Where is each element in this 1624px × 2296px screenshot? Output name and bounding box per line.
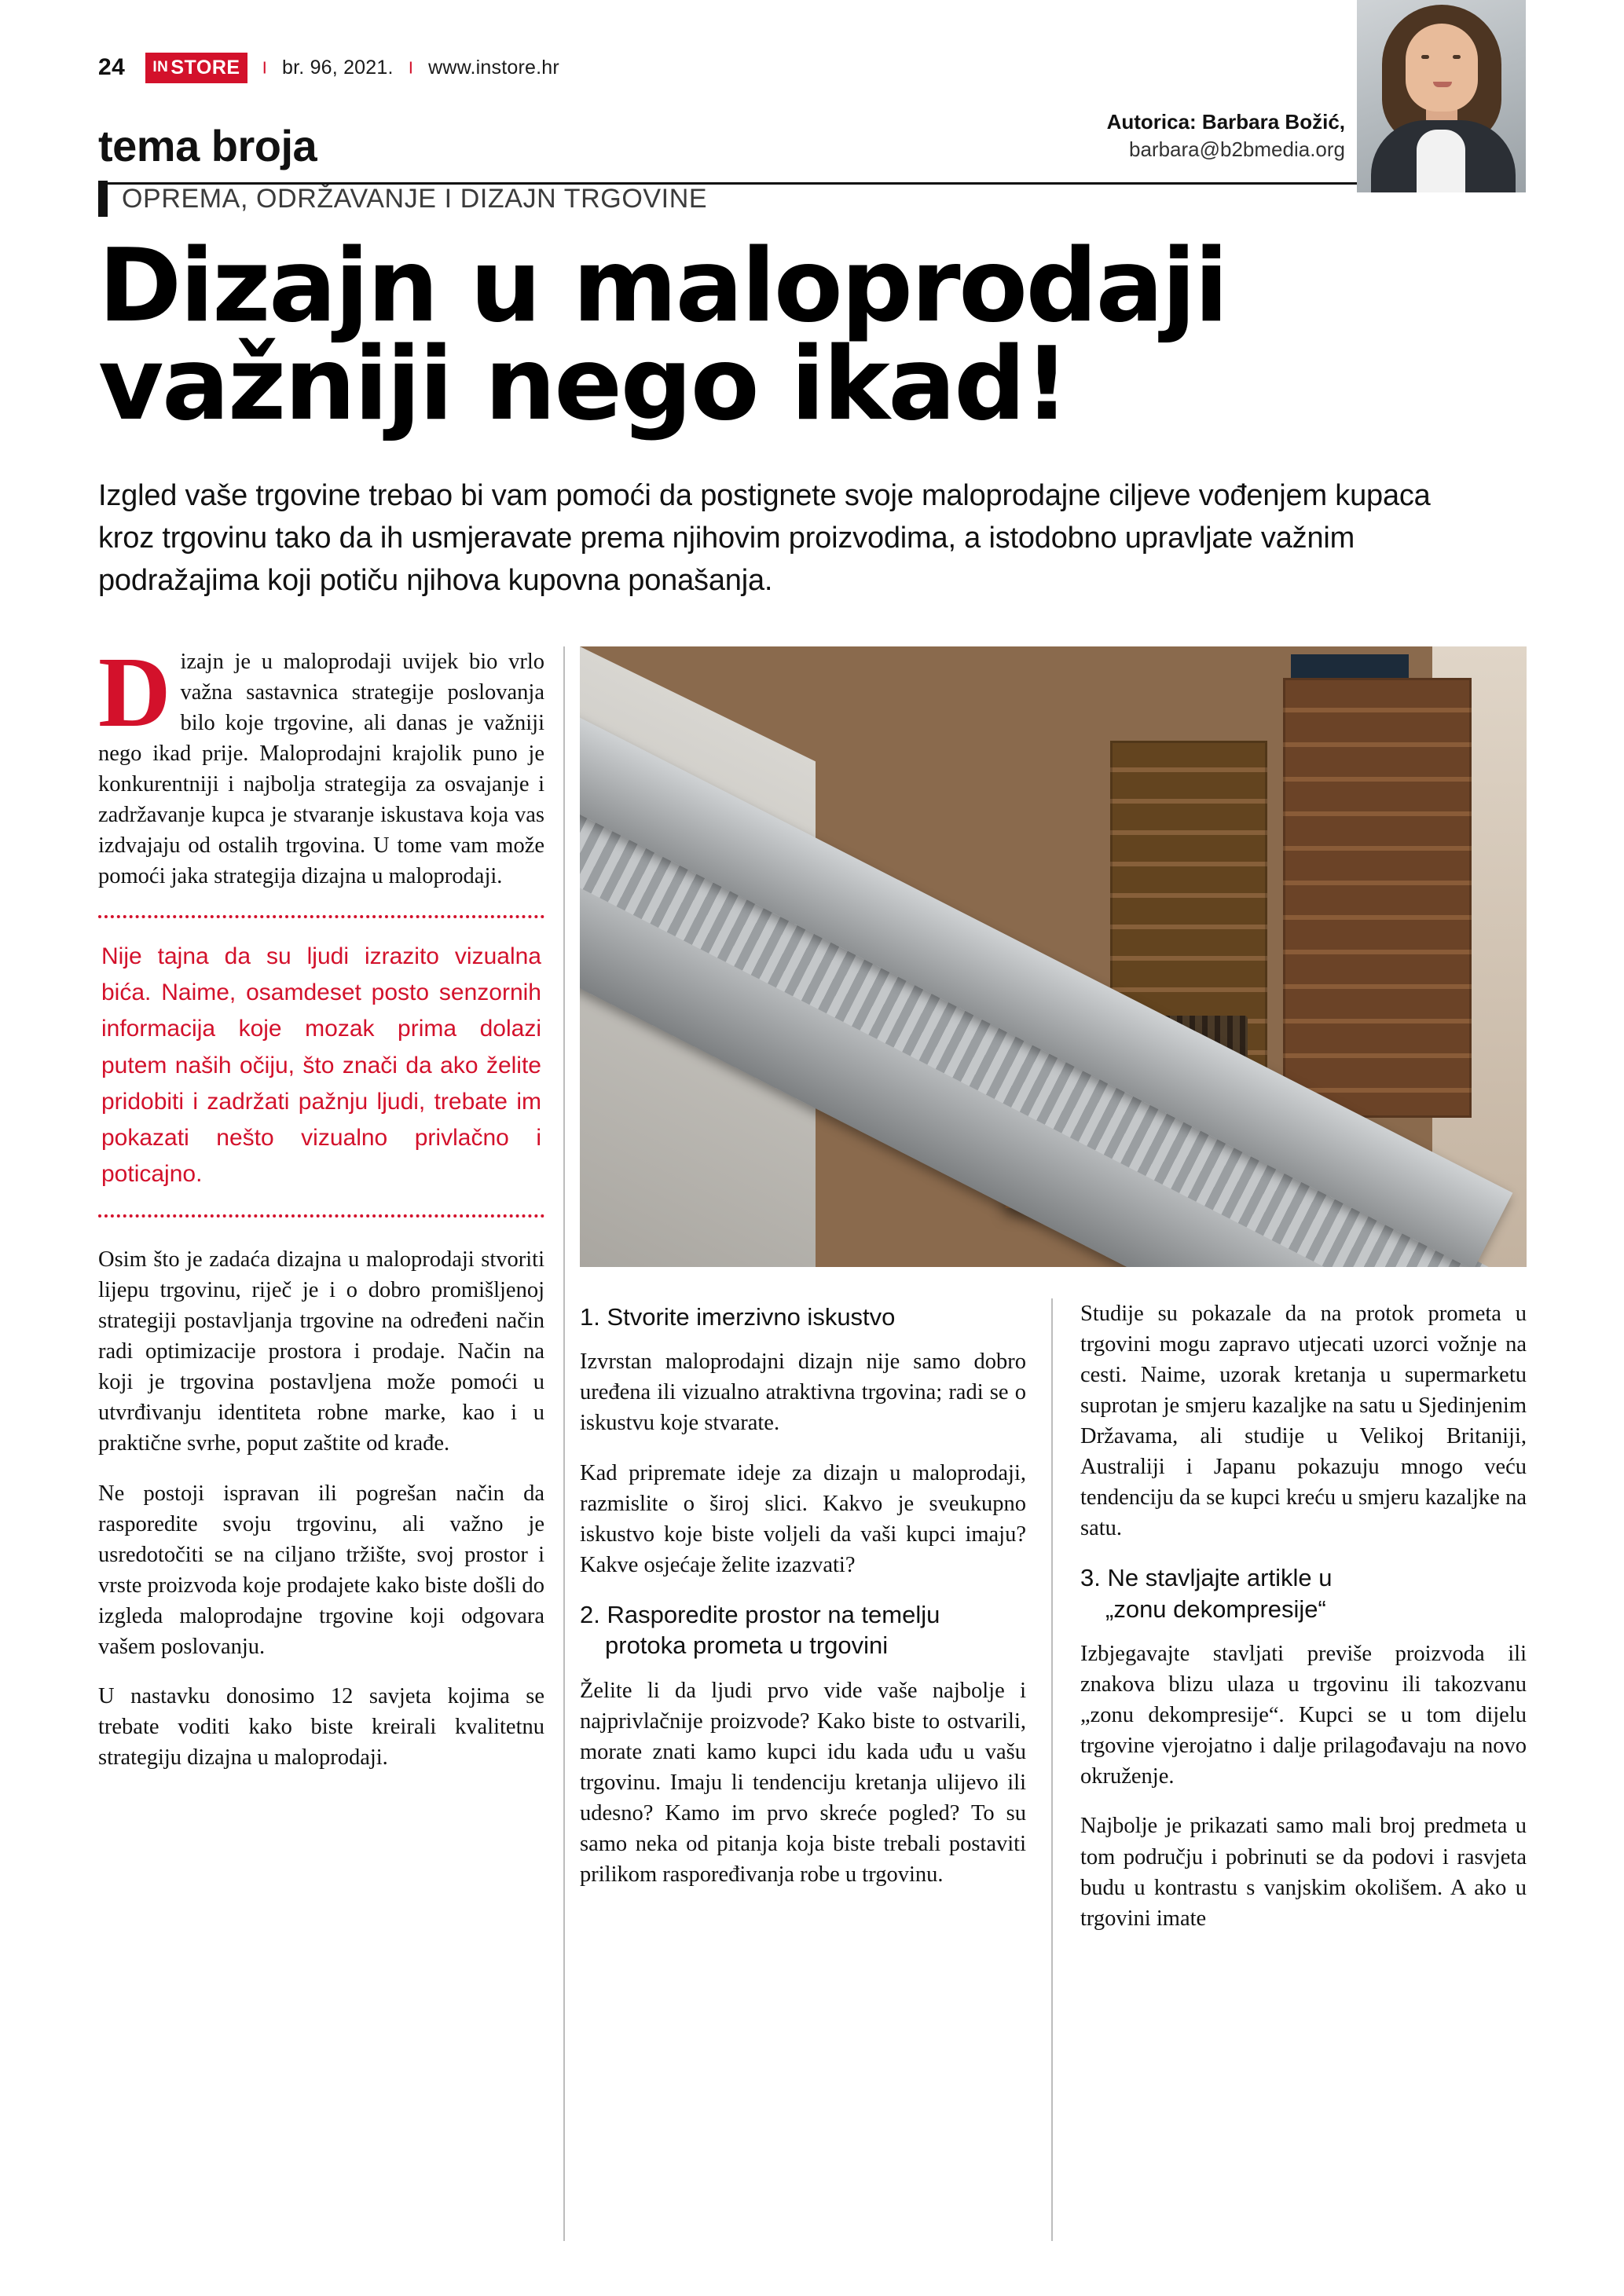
store-interior-photo	[580, 646, 1527, 1267]
paragraph: Kad pripremate ideje za dizajn u maloprodaji, razmislite o široj slici. Kakvo je sveukupno iskustvo koje biste voljeli da vaši kupci imaju? Kakve osjećaje želite izazvati?	[580, 1460, 1026, 1577]
section-row	[98, 108, 1526, 171]
article-column-2	[580, 1298, 1026, 1909]
column-divider-right	[1051, 1298, 1053, 2241]
page-title	[98, 228, 1526, 444]
website-url: www.instore.hr	[428, 56, 559, 79]
subheading-3	[1080, 1562, 1527, 1624]
article-column-3	[1080, 1298, 1527, 1953]
paragraph: Želite li da ljudi prvo vide vaše najbolje i najprivlačnije proizvode? Kako biste to ostvarili, morate znati kamo kupci idu kada uđu u vašu trgovinu. Imaju li tendenciju kretanja ulijevo ili udesno? Kamo im prvo skreće pogled? To su samo neka od pitanja koja biste trebali postaviti prilikom raspoređivanja robe u trgovinu.	[580, 1678, 1026, 1888]
column-divider-left	[563, 646, 565, 2241]
paragraph: Najbolje je prikazati samo mali broj predmeta u tom području i pobrinuti se da podovi i rasvjeta budu u kontrastu s vanjskim okolišem. A ako u trgovini imate	[1080, 1814, 1527, 1931]
kicker-text: OPREMA, ODRŽAVANJE I DIZAJN TRGOVINE	[122, 183, 708, 214]
masthead-divider-2: |	[409, 60, 413, 74]
instore-logo	[145, 53, 247, 83]
logo-in-text: IN	[152, 58, 169, 75]
photo-shirt	[1417, 130, 1465, 192]
headline-line-2: važniji nego ikad!	[98, 326, 1069, 444]
subheading-3-line-2: „zonu dekompresije“	[1105, 1595, 1326, 1623]
author-email: barbara@b2bmedia.org	[1128, 137, 1345, 162]
paragraph: Dizajn je u maloprodaji uvijek bio vrlo važna sastavnica strategije poslovanja bilo koje trgovine, ali danas je važniji nego ikad prije. Maloprodajni krajolik puno je konkurentniji i najbolja strategija za osvajanje i zadržavanje kupca je stvaranje iskustava koja vas izdvajaju od ostalih trgovina. U tome vam može pomoći jaka strategija dizajna u maloprodaji.	[98, 635, 544, 888]
section-title: tema broja	[98, 121, 317, 171]
issue-info: br. 96, 2021.	[282, 56, 394, 79]
masthead-divider-1: |	[262, 60, 267, 74]
logo-store-text: STORE	[170, 56, 240, 79]
paragraph: Izvrstan maloprodajni dizajn nije samo dobro uređena ili vizualno atraktivna trgovina; radi se o iskustvu koje stvarate.	[580, 1349, 1026, 1436]
subheading-1: 1. Stvorite imerzivno iskustvo	[580, 1302, 896, 1331]
masthead-row	[98, 49, 1526, 86]
standfirst: Izgled vaše trgovine trebao bi vam pomoći da postignete svoje maloprodajne ciljeve vođenjem kupaca kroz trgovinu tako da ih usmjeravate prema njihovim proizvodima, a istodobno upravljate važnim podražajima koji potiču njihova kupovna ponašanja.	[98, 478, 1431, 597]
photo-mouth	[1433, 82, 1452, 87]
headline-line-1: Dizajn u maloprodaji	[98, 228, 1227, 345]
photo-face	[1406, 24, 1478, 112]
paragraph: U nastavku donosimo 12 savjeta kojima se trebate voditi kako biste kreirali kvalitetnu strategiju dizajna u maloprodaji.	[98, 1683, 544, 1770]
pull-quote: Nije tajna da su ljudi izrazito vizualna bića. Naime, osamdeset posto senzornih informacija koje mozak prima dolazi putem naših očiju, što znači da ako želite pridobiti i zadržati pažnju ljudi, trebate im pokazati nešto vizualno privlačno i poticajno.	[98, 915, 544, 1218]
masthead	[98, 0, 1526, 171]
author-block	[1107, 108, 1345, 168]
photo-eye-right	[1453, 55, 1461, 59]
subheading-2	[580, 1599, 1026, 1661]
photo-eye-left	[1421, 55, 1429, 59]
paragraph: Izbjegavajte stavljati previše proizvoda ili znakova blizu ulaza u trgovinu ili takozvanu „zonu dekompresije“. Kupci se u tom dijelu trgovine vjerojatno i dalje prilagođavaju na novo okruženje.	[1080, 1642, 1527, 1789]
author-photo	[1357, 0, 1526, 192]
subheading-2-line-1: 2. Rasporedite prostor na temelju	[580, 1600, 940, 1628]
header-rule	[98, 182, 1526, 185]
paragraph: Studije su pokazale da na protok prometa u trgovini mogu zapravo utjecati uzorci vožnje na cesti. Naime, uzorak kretanja u supermarketu suprotan je smjeru kazaljke na satu u Sjedinjenim Državama, ali studije u Velikoj Britaniji, Australiji i Japanu pokazuju mnogo veću tendenciju da se kupci kreću u smjeru kazaljke na satu.	[1080, 1301, 1527, 1540]
article-column-1	[98, 635, 544, 1792]
kicker-bar	[98, 181, 108, 217]
author-name: Autorica: Barbara Božić,	[1106, 110, 1345, 134]
photo-shelf-1	[1283, 678, 1472, 1118]
paragraph: Osim što je zadaća dizajna u maloprodaji stvoriti lijepu trgovinu, riječ je i o dobro promišljenoj strategiji postavljanja trgovine na određeni način radi optimizacije prostora i prodaje. Način na koji je trgovina postavljena može pomoći u utvrđivanju identiteta robne marke, kao i u praktične svrhe, poput zaštite od krađe.	[98, 1247, 544, 1456]
paragraph: Ne postoji ispravan ili pogrešan način da rasporedite svoju trgovinu, ali važno je usredotočiti se na ciljano tržište, svoj prostor i vrste proizvoda koje prodajete kako biste došli do izgleda maloprodajne trgovine koji odgovara vašem poslovanju.	[98, 1481, 544, 1659]
kicker-row	[98, 181, 1526, 217]
subheading-3-line-1: 3. Ne stavljajte artikle u	[1080, 1563, 1333, 1591]
page-number: 24	[98, 54, 126, 80]
subheading-2-line-2: protoka prometa u trgovini	[605, 1631, 889, 1660]
